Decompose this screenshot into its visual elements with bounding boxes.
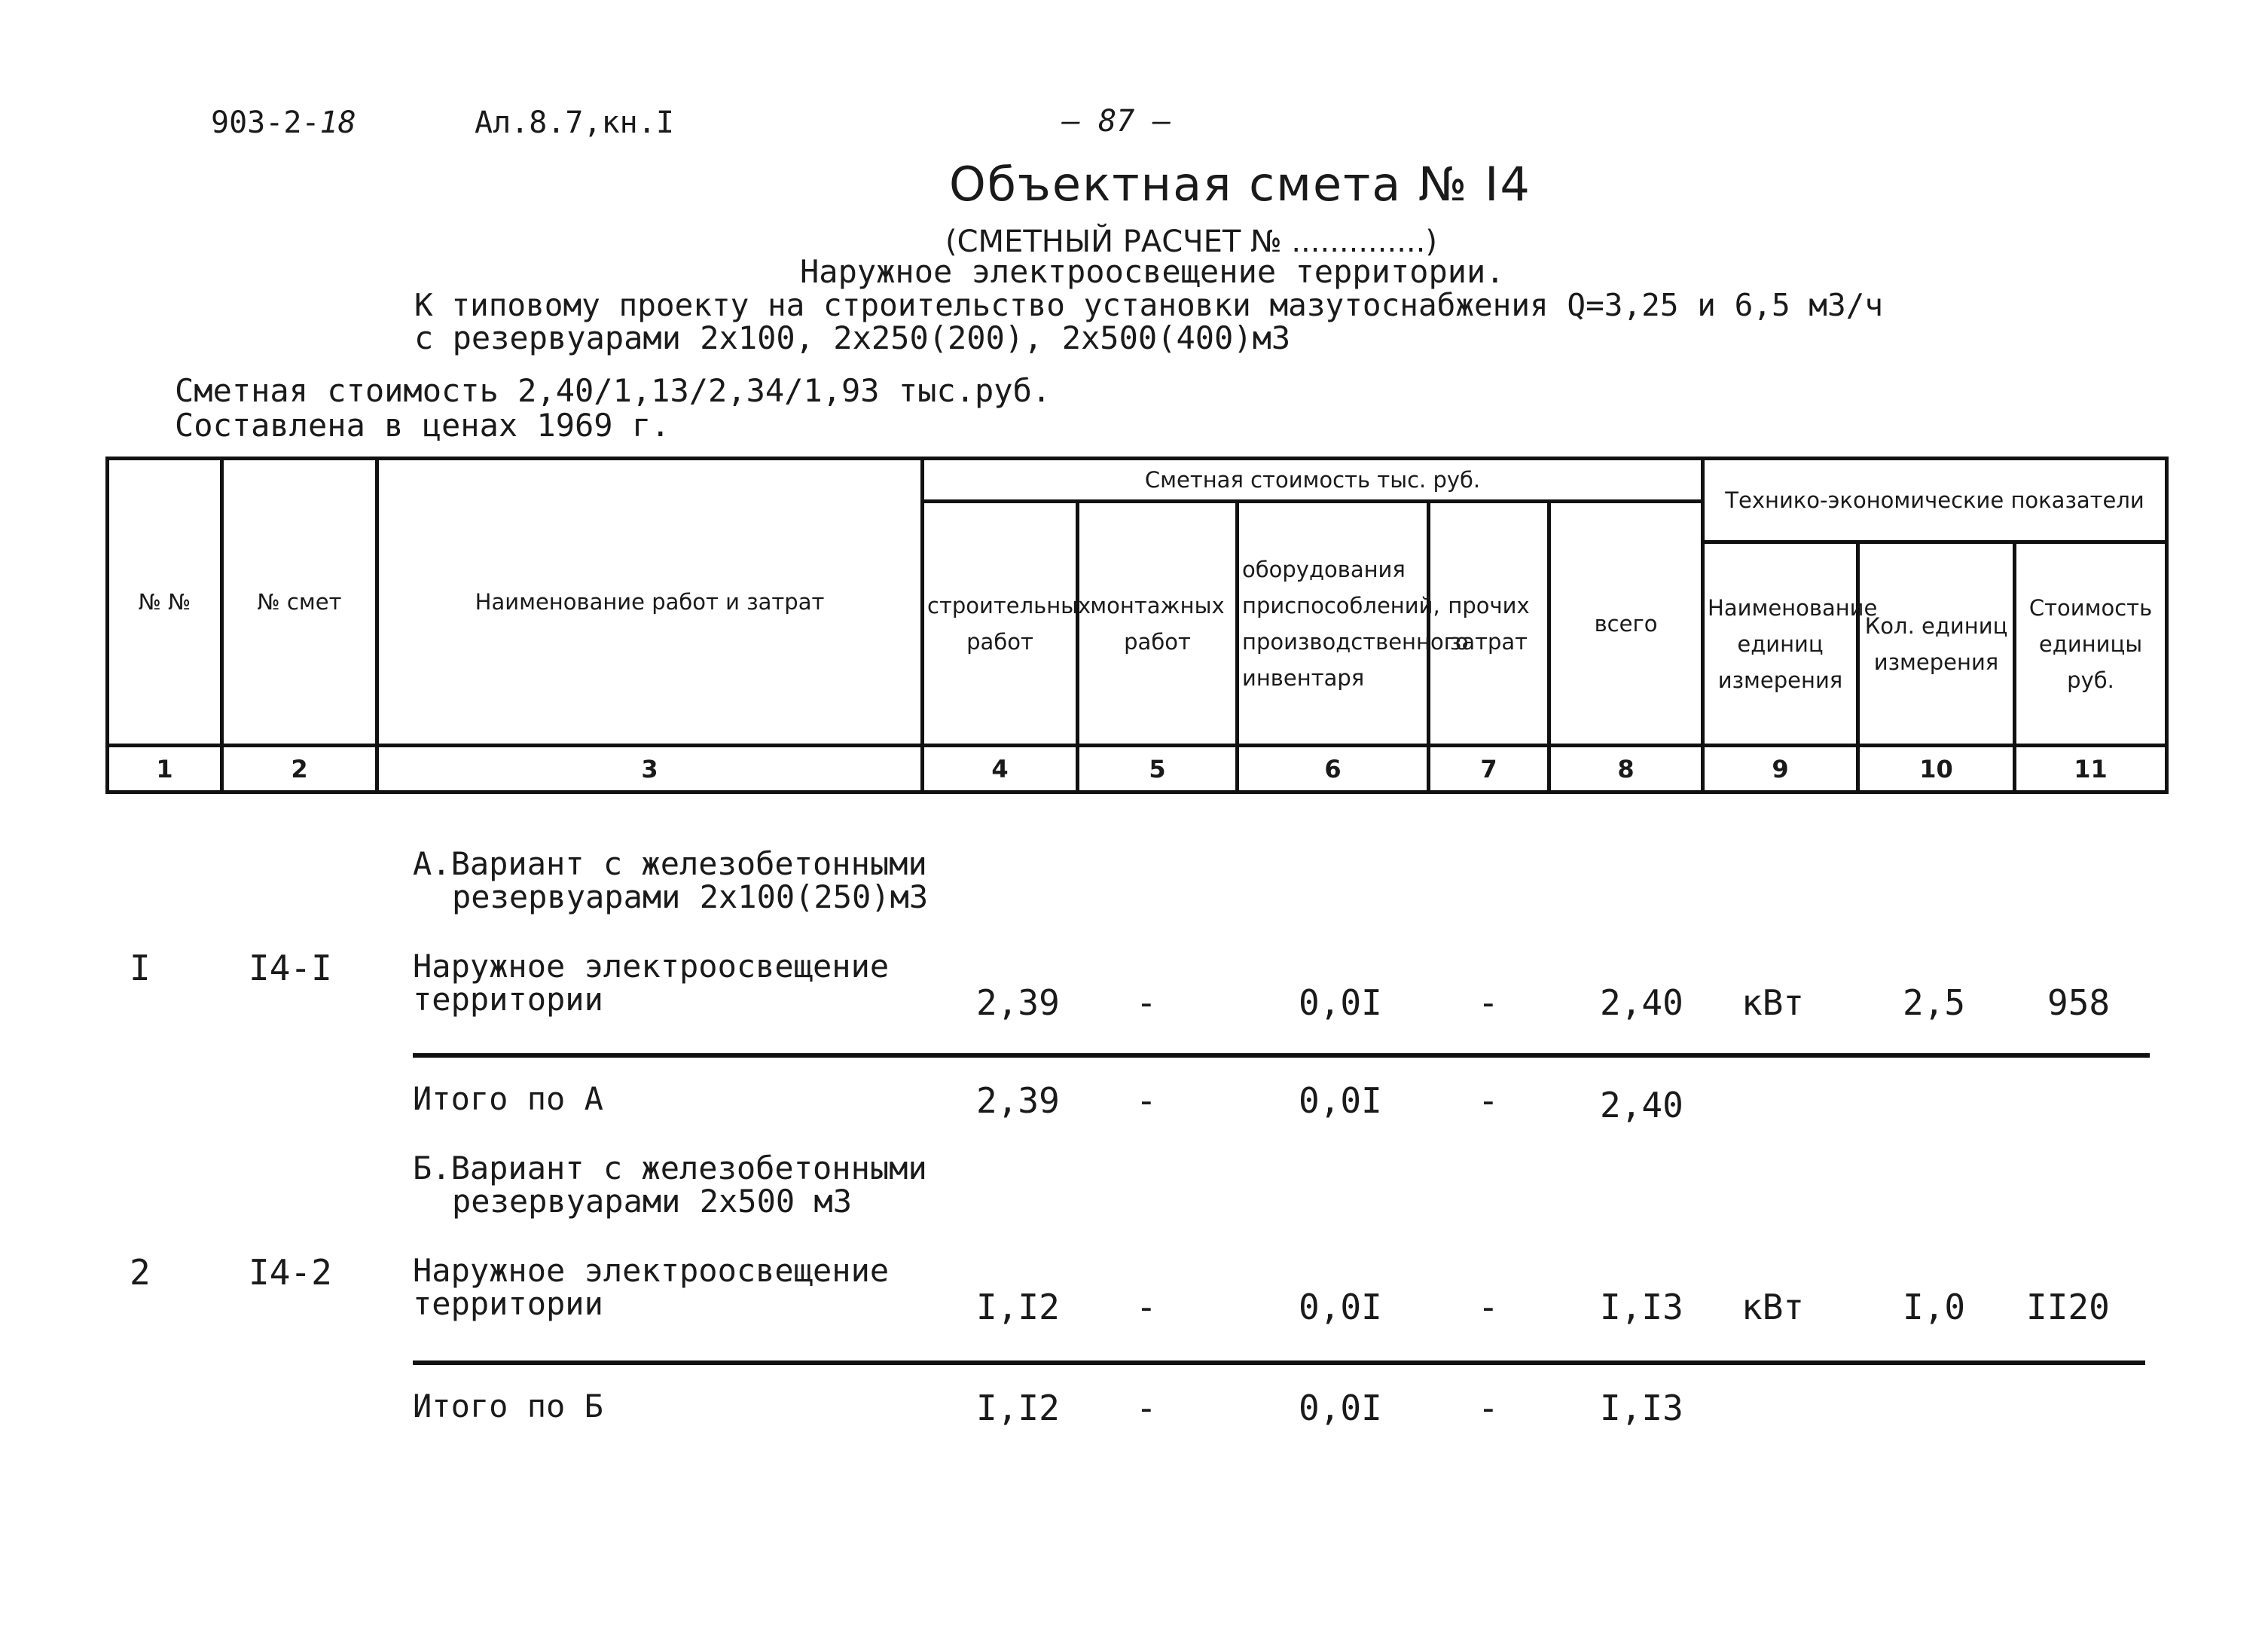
row-unit-cost: II20 (2026, 1287, 2110, 1327)
row-unit: кВт (1741, 982, 1805, 1023)
row-estimate: I4-2 (249, 1252, 332, 1293)
row-name: Наружное электроосвещение (413, 1252, 890, 1289)
row-total: I,I3 (1600, 1287, 1683, 1327)
column-number: 3 (377, 746, 923, 792)
divider-line (413, 1053, 2150, 1058)
column-number: 2 (222, 746, 377, 792)
column-number: 4 (923, 746, 1078, 792)
row-unit: кВт (1741, 1287, 1805, 1327)
row-name: Наружное электроосвещение (413, 948, 890, 985)
subtotal-installation: - (1136, 1388, 1157, 1428)
row-estimate: I4-I (249, 948, 332, 988)
page-subtitle: (СМЕТНЫЙ РАСЧЕТ № ..............) (945, 224, 1437, 259)
row-other: - (1478, 1287, 1499, 1327)
column-number: 7 (1429, 746, 1549, 792)
row-number: 2 (130, 1252, 151, 1293)
subtotal-other: - (1478, 1080, 1499, 1121)
column-number: 8 (1549, 746, 1703, 792)
row-qty: 2,5 (1903, 982, 1966, 1023)
column-number: 5 (1078, 746, 1238, 792)
subtotal-total: 2,40 (1600, 1085, 1683, 1125)
row-installation: - (1136, 1287, 1157, 1327)
row-number: I (130, 948, 151, 988)
row-equipment: 0,0I (1299, 1287, 1382, 1327)
subtotal-total: I,I3 (1600, 1388, 1683, 1428)
row-qty: I,0 (1903, 1287, 1966, 1327)
row-equipment: 0,0I (1299, 982, 1382, 1023)
document-code-printed: 903-2- (211, 105, 320, 140)
subtotal-equipment: 0,0I (1299, 1388, 1382, 1428)
divider-line (413, 1360, 2145, 1365)
subtotal-other: - (1478, 1388, 1499, 1428)
col-header-construction: строительных работ (923, 502, 1078, 746)
col-header-other: прочих затрат (1429, 502, 1549, 746)
section-a-heading: А.Вариант с железобетонными (413, 845, 927, 882)
column-number: 11 (2015, 746, 2167, 792)
page-title: Объектная смета № I4 (949, 157, 1531, 212)
section-b-heading-cont: резервуарами 2х500 м3 (452, 1183, 853, 1220)
col-header-unit-cost: Стоимость единицы руб. (2015, 542, 2167, 746)
subtotal-equipment: 0,0I (1299, 1080, 1382, 1121)
column-number: 1 (108, 746, 222, 792)
col-header-unit-qty: Кол. единиц измерения (1858, 542, 2015, 746)
row-installation: - (1136, 982, 1157, 1023)
column-number: 6 (1238, 746, 1429, 792)
column-number-row (108, 746, 2167, 792)
row-name-cont: территории (413, 981, 603, 1018)
project-line-1: К типовому проекту на строительство установки мазутоснабжения Q=3,25 и 6,5 м3/ч (414, 287, 1884, 323)
row-construction: I,I2 (976, 1287, 1060, 1327)
column-number: 9 (1703, 746, 1858, 792)
row-unit-cost: 958 (2047, 982, 2111, 1023)
subtotal-label: Итого по А (413, 1080, 603, 1117)
subtotal-installation: - (1136, 1080, 1157, 1121)
row-other: - (1478, 982, 1499, 1023)
section-a-heading-cont: резервуарами 2х100(250)м3 (452, 878, 929, 915)
col-group-estimated-cost: Сметная стоимость тыс. руб. (923, 459, 1703, 502)
column-number: 10 (1858, 746, 2015, 792)
row-construction: 2,39 (976, 982, 1060, 1023)
document-code (211, 105, 356, 140)
album-reference: Ал.8.7,кн.I (475, 105, 674, 140)
object-name: Наружное электроосвещение территории. (800, 253, 1505, 290)
col-header-total: всего (1549, 502, 1703, 746)
row-total: 2,40 (1600, 982, 1683, 1023)
row-name-cont: территории (413, 1285, 603, 1322)
section-b-heading: Б.Вариант с железобетонными (413, 1150, 927, 1186)
estimate-header-table (105, 457, 2169, 794)
subtotal-construction: 2,39 (976, 1080, 1060, 1121)
col-header-number: № № (108, 459, 222, 746)
subtotal-label: Итого по Б (413, 1388, 603, 1425)
price-basis: Составлена в ценах 1969 г. (175, 407, 670, 444)
col-header-installation: монтажных работ (1078, 502, 1238, 746)
col-header-estimate: № смет (222, 459, 377, 746)
page-number: — 87 — (1062, 104, 1171, 139)
subtotal-construction: I,I2 (976, 1388, 1060, 1428)
col-header-equipment: оборудования приспособлений, производственного инвентаря (1238, 502, 1429, 746)
col-header-name: Наименование работ и затрат (377, 459, 923, 746)
project-line-2: с резервуарами 2х100, 2х250(200), 2х500(400)м3 (414, 319, 1291, 356)
document-code-handwritten: 18 (319, 105, 356, 140)
col-header-unit-name: Наименование единиц измерения (1703, 542, 1858, 746)
estimated-cost: Сметная стоимость 2,40/1,13/2,34/1,93 тыс.руб. (175, 372, 1052, 409)
col-group-tech-economic: Технико-экономические показатели (1703, 459, 2167, 542)
